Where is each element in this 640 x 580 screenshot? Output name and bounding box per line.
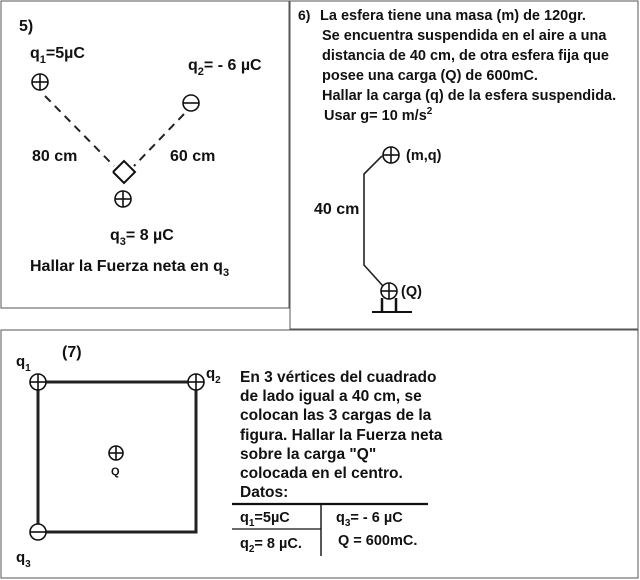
problem5-q1-label: $q_1=5\mu C$ [30,45,85,66]
problem5-q3-label: $q_3= 8$ µC [110,227,174,248]
problem7-q2-label: $q_2$ [206,365,221,386]
problem7-text-line1: En 3 vértices del cuadrado [240,369,437,386]
problem5-distance-left: 80 cm [32,148,78,165]
problem6-text-line1: La esfera tiene una masa (m) de 120gr. [320,8,586,24]
problem7-text-line2: de lado igual a 40 cm, se [240,388,422,405]
problem6-fixed-sphere-positive [381,283,397,299]
problem7-center-charge-positive [109,446,123,460]
problem6-suspended-sphere-positive [383,147,399,163]
problem5-q3-positive-charge [115,191,131,207]
problem5-q2-label: $q_2= - 6$ µC [188,57,262,78]
problem7-number: (7) [62,344,82,361]
problem5-right-angle-marker [113,161,135,183]
problem7-datos-title: Datos: [240,484,289,501]
problem5-instruction: Hallar la Fuerza neta en $q_3$ [30,258,230,279]
problem6-text-line3: distancia de 40 cm, de otra esfera fija que [322,48,609,64]
problem7-text-line6: colocada en el centro. [240,465,403,482]
problem6-number: 6) [298,7,311,23]
problem5-q1-positive-charge [32,74,48,90]
problem5-distance-right: 60 cm [170,148,216,165]
problem6-label-Q: (Q) [401,284,422,300]
problem7-text-line3: colocan las 3 cargas de la [240,407,432,424]
problem7-q1-label: $q_1$ [16,353,31,374]
problem7-datos-Q: Q = 600mC. [338,533,418,549]
problem6-label-mq: (m,q) [406,148,442,164]
problem7-q1-positive-charge [30,374,46,390]
problem6-text-line6: Usar g= 10 $m/s^2$ [324,106,433,124]
problem6-text-line4: posee una carga (Q) de 600mC. [322,68,538,84]
problem7-text-line4: figura. Hallar la Fuerza neta [240,427,443,444]
problem7-datos-q1: $q_1=5\mu C$ [240,510,290,529]
problem7-q2-positive-charge [188,374,204,390]
problem7-q3-negative-charge [30,524,46,540]
problem6-text-line2: Se encuentra suspendida en el aire a una [322,28,607,44]
problem7-center-label: Q [111,466,120,478]
problem7-text-line5: sobre la carga "Q" [240,446,377,463]
problem6-text-line5: Hallar la carga (q) de la esfera suspendida. [322,88,617,104]
problem7-datos-q3: $q_3= - 6$ µC [336,510,403,529]
problem5-q2-negative-charge [183,95,199,111]
problem5-number: 5) [19,18,34,35]
problem7-q3-label: $q_3$ [16,549,31,570]
problem6-suspension-line [364,156,383,286]
problem7-datos-q2: $q_2= 8$ µC. [240,536,302,555]
problem6-support-stand [372,298,412,312]
problem6-distance-label: 40 cm [314,201,360,218]
